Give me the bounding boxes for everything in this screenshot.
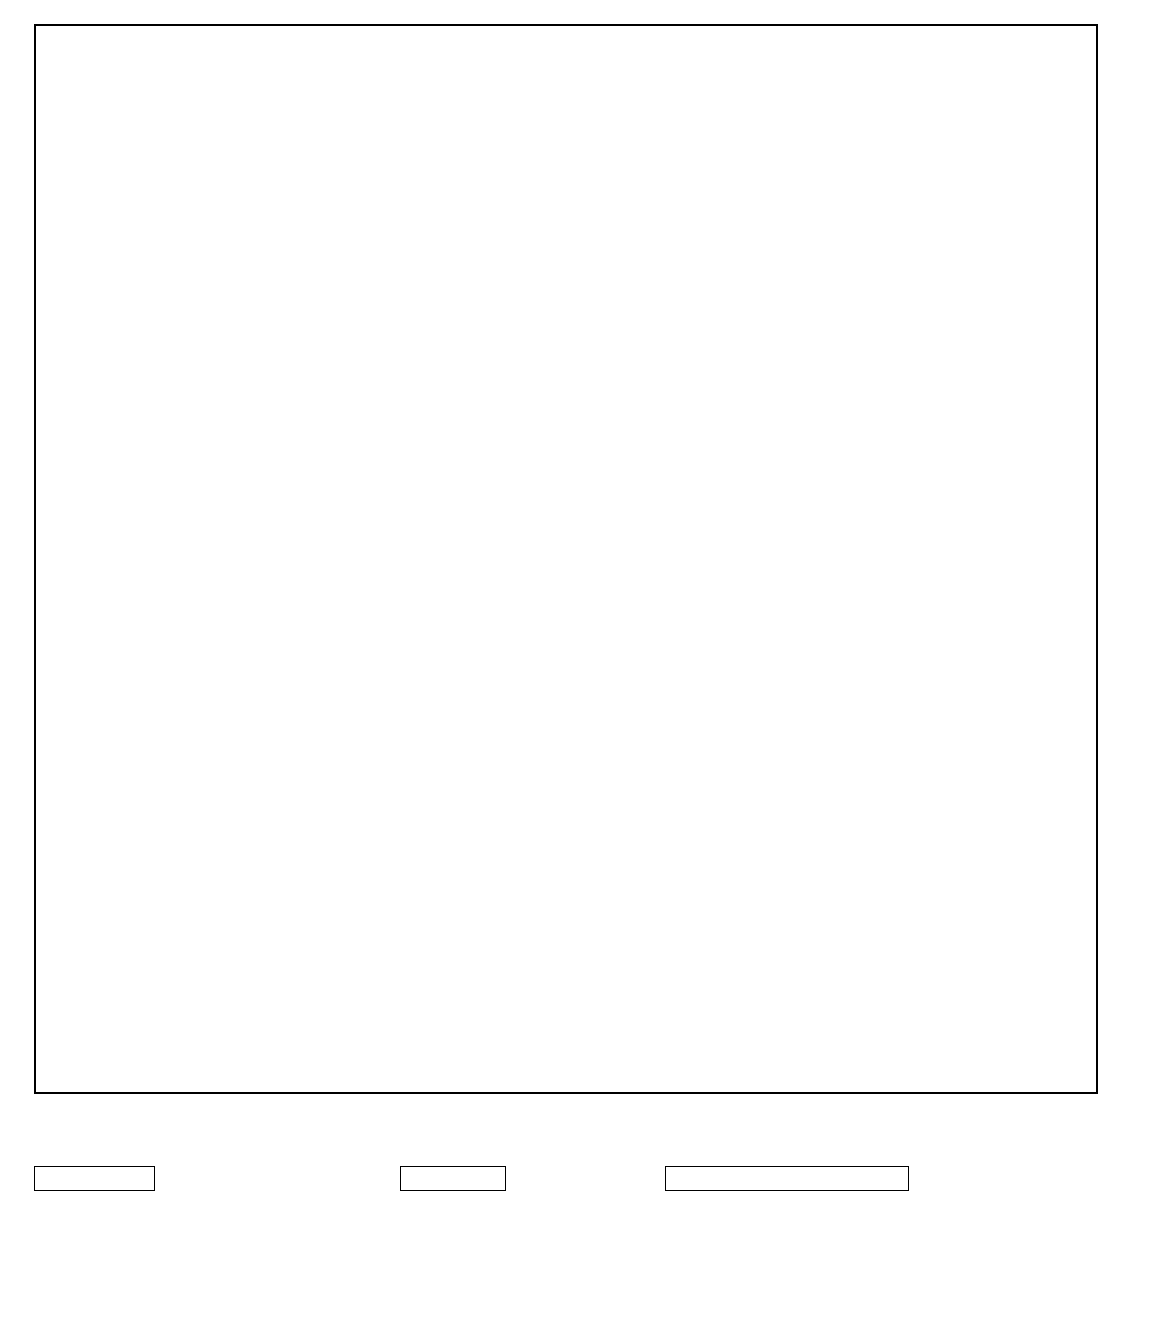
schedule-table [34,24,1098,1094]
legend-shiguang-swatch [400,1141,506,1165]
legend-changed-swatch [34,1215,155,1239]
legend-menzhen4-swatch [400,1166,506,1191]
legend-jizhen-swatch [34,1166,155,1191]
radiology-note [36,1072,1096,1092]
legend-yiji-swatch [505,1263,665,1287]
legend-green-swatch [665,1166,909,1191]
legend-menzhen5-swatch [505,1215,665,1239]
legend-baojian-swatch [34,1263,155,1287]
